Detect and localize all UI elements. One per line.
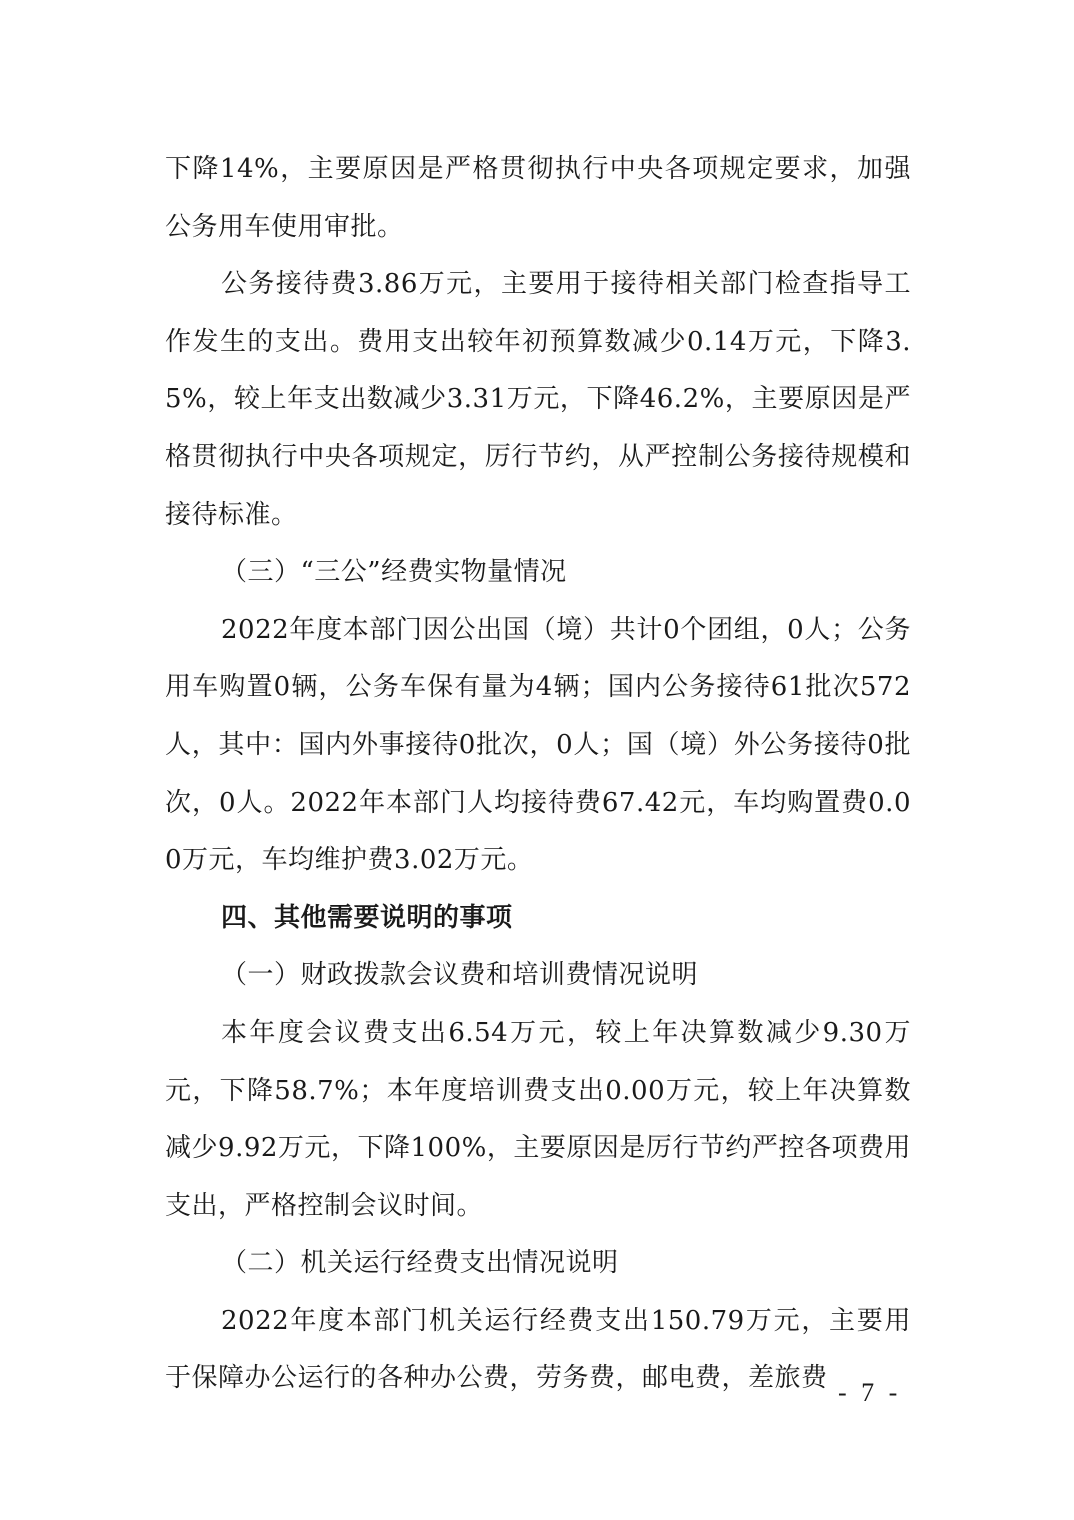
paragraph-physical-quantities: 2022年度本部门因公出国（境）共计0个团组，0人；公务用车购置0辆，公务车保有量为4辆；国内公务接待61批次572人，其中：国内外事接待0批次，0人；国（境）外公务接待0批次，0人。2022年本部门人均接待费67.42元，车均购置费0.00万元，车均维护费3.02万元。 xyxy=(165,614,911,876)
paragraph-reception-expenses: 公务接待费3.86万元，主要用于接待相关部门检查指导工作发生的支出。费用支出较年初预算数减少0.14万元，下降3.5%，较上年支出数减少3.31万元，下降46.2%，主要原因是严格贯彻执行中央各项规定，厉行节约，从严控制公务接待规模和接待标准。 xyxy=(165,269,911,530)
section-heading-other-matters: 四、其他需要说明的事项 xyxy=(221,902,513,933)
page-number: - 7 - xyxy=(838,1378,902,1407)
paragraph-operating-expenses: 2022年度本部门机关运行经费支出150.79万元，主要用于保障办公运行的各种办公费，劳务费，邮电费，差旅费 xyxy=(165,1305,911,1394)
paragraph-meeting-training-expenses: 本年度会议费支出6.54万元，较上年决算数减少9.30万元，下降58.7%；本年度培训费支出0.00万元，较上年决算数减少9.92万元，下降100%，主要原因是厉行节约严控各项费用支出，严格控制会议时间。 xyxy=(165,1017,911,1221)
subsection-heading-operating-expenses: （二）机关运行经费支出情况说明 xyxy=(221,1248,619,1279)
section-heading-three-public-physical: （三）“三公”经费实物量情况 xyxy=(221,557,567,588)
paragraph-official-vehicle-continuation: 下降14%，主要原因是严格贯彻执行中央各项规定要求，加强公务用车使用审批。 xyxy=(165,154,911,242)
document-body xyxy=(165,141,911,1408)
subsection-heading-meeting-training: （一）财政拨款会议费和培训费情况说明 xyxy=(221,960,699,991)
